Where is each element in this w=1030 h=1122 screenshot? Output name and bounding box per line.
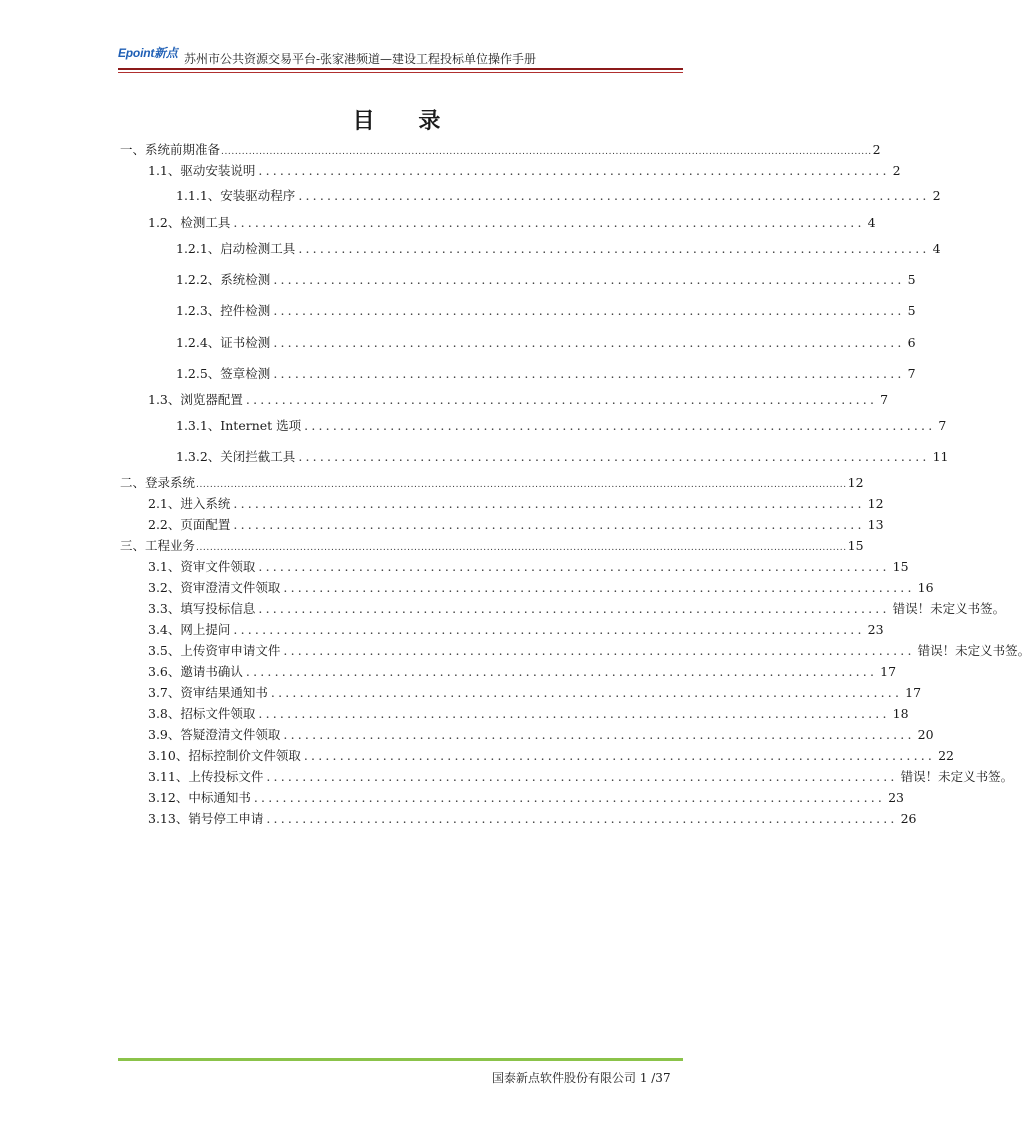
toc-entry[interactable]: 1.3.2、关闭拦截工具 ........................................................................................ 11 xyxy=(176,449,949,464)
toc-entry[interactable]: 1.2.2、系统检测 ........................................................................................ 5 xyxy=(176,272,916,287)
toc-entry[interactable]: 1.2、检测工具 ........................................................................................ 4 xyxy=(148,215,876,230)
header-rule xyxy=(118,68,683,70)
toc-entry[interactable]: 二、登录系统 ............................................................................................................................................................................................ 12 xyxy=(120,475,864,490)
toc-entry[interactable]: 1.3、浏览器配置 ........................................................................................ 7 xyxy=(148,392,889,407)
toc-entry[interactable]: 一、系统前期准备 ............................................................................................................................................................................................ 2 xyxy=(120,142,881,157)
toc-entry[interactable]: 3.13、销号停工申请 ........................................................................................ 26 xyxy=(148,811,917,826)
toc-entry[interactable]: 3.6、邀请书确认 ........................................................................................ 17 xyxy=(148,664,897,679)
toc-entry[interactable]: 1.2.5、签章检测 ........................................................................................ 7 xyxy=(176,366,916,381)
toc-entry[interactable]: 1.2.3、控件检测 ........................................................................................ 5 xyxy=(176,303,916,318)
header-title: 苏州市公共资源交易平台-张家港频道—建设工程投标单位操作手册 xyxy=(184,52,537,66)
toc-entry[interactable]: 3.7、资审结果通知书 ........................................................................................ 17 xyxy=(148,685,922,700)
toc-entry[interactable]: 3.12、中标通知书 ........................................................................................ 23 xyxy=(148,790,905,805)
toc-entry[interactable]: 三、工程业务 ............................................................................................................................................................................................ 15 xyxy=(120,538,864,553)
toc-entry[interactable]: 1.1.1、安装驱动程序 ........................................................................................ 2 xyxy=(176,188,941,203)
toc-entry[interactable]: 2.2、页面配置 ........................................................................................ 13 xyxy=(148,517,884,532)
header-rule-thin xyxy=(118,72,683,73)
toc-entry[interactable]: 3.3、填写投标信息 ........................................................................................ 错误！未定义书签。 xyxy=(148,601,1006,616)
toc-entry[interactable]: 1.1、驱动安装说明 ........................................................................................ 2 xyxy=(148,163,901,178)
toc-entry[interactable]: 1.2.1、启动检测工具 ........................................................................................ 4 xyxy=(176,241,941,256)
page-footer: 国泰新点软件股份有限公司 1 /37 xyxy=(492,1071,671,1085)
toc-entry[interactable]: 3.5、上传资审申请文件 ........................................................................................ 错误！未定义书签。 xyxy=(148,643,1030,658)
footer-rule xyxy=(118,1058,683,1061)
toc-entry[interactable]: 3.8、招标文件领取 ........................................................................................ 18 xyxy=(148,706,909,721)
toc-entry[interactable]: 3.1、资审文件领取 ........................................................................................ 15 xyxy=(148,559,909,574)
toc-entry[interactable]: 3.10、招标控制价文件领取 ........................................................................................ 22 xyxy=(148,748,955,763)
toc-entry[interactable]: 3.4、网上提问 ........................................................................................ 23 xyxy=(148,622,884,637)
toc-title: 目 录 xyxy=(352,108,459,134)
company-logo: Epoint新点 xyxy=(118,46,178,60)
toc-entry[interactable]: 3.2、资审澄清文件领取 ........................................................................................ 16 xyxy=(148,580,934,595)
toc-entry[interactable]: 1.3.1、Internet 选项 ........................................................................................ 7 xyxy=(176,418,947,433)
toc-entry[interactable]: 3.11、上传投标文件 ........................................................................................ 错误！未定义书签。 xyxy=(148,769,1014,784)
toc-entry[interactable]: 1.2.4、证书检测 ........................................................................................ 6 xyxy=(176,335,916,350)
toc-entry[interactable]: 2.1、进入系统 ........................................................................................ 12 xyxy=(148,496,884,511)
toc-entry[interactable]: 3.9、答疑澄清文件领取 ........................................................................................ 20 xyxy=(148,727,934,742)
